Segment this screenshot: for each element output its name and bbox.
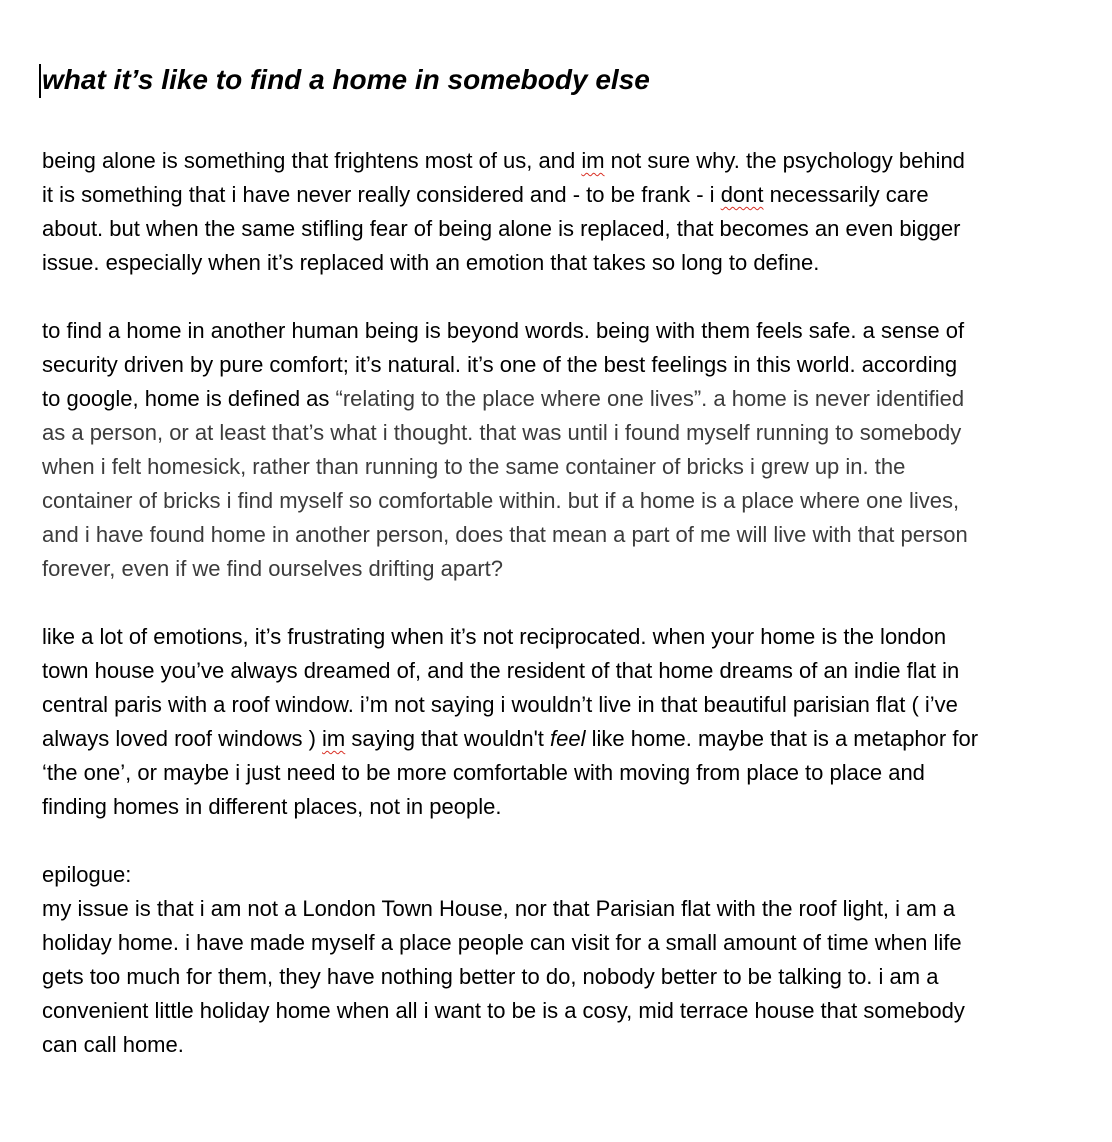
- text-line: security driven by pure comfort; it’s natural. it’s one of the best feelings in this world. according: [42, 352, 958, 377]
- misspelled-word[interactable]: im: [581, 148, 605, 173]
- text-line: it is something that i have never really considered and - to be frank - i dont necessarily care: [42, 182, 929, 207]
- title-text: what it’s like to find a home in somebody else: [42, 64, 650, 95]
- text-line: convenient little holiday home when all i want to be is a cosy, mid terrace house that somebody: [42, 998, 965, 1023]
- text-cursor: [39, 64, 41, 98]
- document-title[interactable]: [42, 60, 1082, 100]
- text-line: and i have found home in another person, does that mean a part of me will live with that person: [42, 522, 968, 547]
- text-line: finding homes in different places, not in people.: [42, 794, 502, 819]
- text-line: ‘the one’, or maybe i just need to be more comfortable with moving from place to place and: [42, 760, 925, 785]
- text-line: when i felt homesick, rather than running to the same container of bricks i grew up in. the: [42, 454, 906, 479]
- epilogue-label: epilogue:: [42, 862, 132, 887]
- text-line: forever, even if we find ourselves drifting apart?: [42, 556, 504, 581]
- text-line: issue. especially when it’s replaced with an emotion that takes so long to define.: [42, 250, 820, 275]
- misspelled-word[interactable]: dont: [720, 182, 764, 207]
- epilogue-section[interactable]: [42, 858, 1082, 1062]
- text-line: always loved roof windows ) im saying that wouldn't feel like home. maybe that is a metaphor for: [42, 726, 979, 751]
- text-line: like a lot of emotions, it’s frustrating when it’s not reciprocated. when your home is the london: [42, 624, 947, 649]
- misspelled-word[interactable]: im: [322, 726, 346, 751]
- text-line: gets too much for them, they have nothing better to do, nobody better to be talking to. i am a: [42, 964, 939, 989]
- text-line: to google, home is defined as “relating to the place where one lives”. a home is never identified: [42, 386, 965, 411]
- text-line: about. but when the same stifling fear of being alone is replaced, that becomes an even bigger: [42, 216, 961, 241]
- text-line: container of bricks i find myself so comfortable within. but if a home is a place where one lives,: [42, 488, 960, 513]
- text-line: being alone is something that frightens most of us, and im not sure why. the psychology behind: [42, 148, 965, 173]
- text-line: town house you’ve always dreamed of, and the resident of that home dreams of an indie flat in: [42, 658, 960, 683]
- text-line: to find a home in another human being is beyond words. being with them feels safe. a sense of: [42, 318, 965, 343]
- text-line: holiday home. i have made myself a place people can visit for a small amount of time when life: [42, 930, 962, 955]
- italic-word: feel: [550, 726, 586, 751]
- text-line: as a person, or at least that’s what i thought. that was until i found myself running to somebody: [42, 420, 962, 445]
- text-line: can call home.: [42, 1032, 184, 1057]
- document-body[interactable]: [42, 60, 1082, 1062]
- paragraph-2[interactable]: [42, 314, 1082, 586]
- text-line: my issue is that i am not a London Town House, nor that Parisian flat with the roof light, i am a: [42, 896, 956, 921]
- paragraph-3[interactable]: [42, 620, 1082, 824]
- paragraph-1[interactable]: [42, 144, 1082, 280]
- text-line: central paris with a roof window. i’m not saying i wouldn’t live in that beautiful parisian flat ( i’ve: [42, 692, 958, 717]
